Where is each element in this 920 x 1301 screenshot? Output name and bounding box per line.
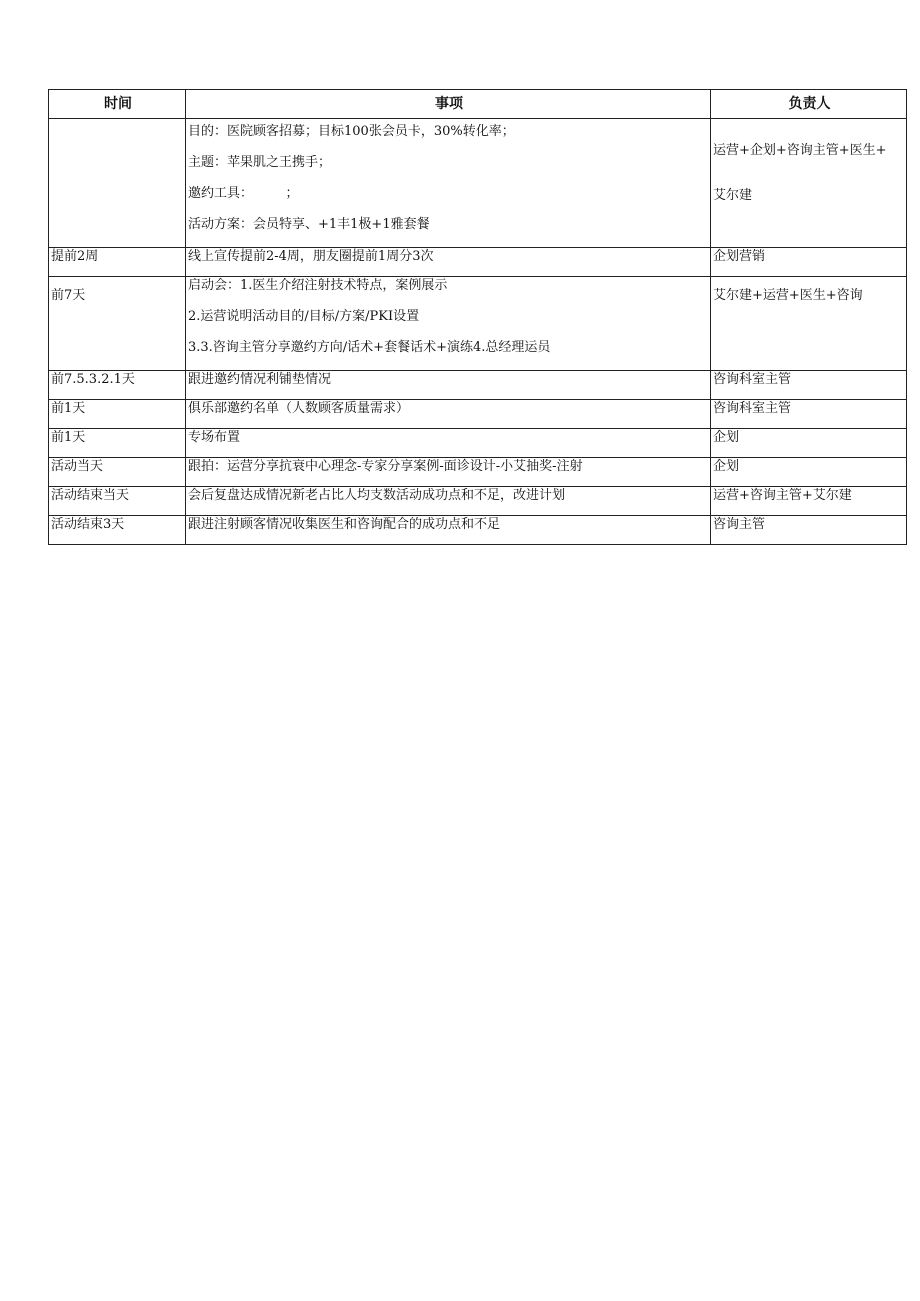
time-cell: 活动当天 [49,458,186,487]
plan-line: 活动方案：会员特享、+1丰1极+1雅套餐 [188,217,430,232]
table-row [49,119,907,248]
goal-line: 目的：医院顾客招募；目标100张会员卡，30%转化率； [188,124,515,139]
kickoff-line: 2.运营说明活动目的/目标/方案/PKI设置 [188,309,420,324]
item-cell: 专场布置 [186,429,711,458]
header-time: 时间 [49,90,186,119]
owner-cell: 运营+咨询主管+艾尔建 [711,487,907,516]
time-cell: 前1天 [49,400,186,429]
item-cell [186,277,711,371]
invite-tool-line: 邀约工具： ； [188,186,299,201]
owner-cell: 咨询科室主管 [711,400,907,429]
owner-cell: 企划 [711,429,907,458]
table-row [49,277,907,371]
item-cell: 跟进邀约情况利铺垫情况 [186,371,711,400]
table-row [49,400,907,429]
owner-cell: 艾尔建+运营+医生+咨询 [711,277,907,371]
table-row [49,516,907,545]
kickoff-line: 3.3.咨询主管分享邀约方向/话术+套餐话术+演练4.总经理运员 [188,340,551,355]
time-cell: 前1天 [49,429,186,458]
table-header-row [49,90,907,119]
owner-line: 艾尔建 [713,188,753,203]
table-row [49,371,907,400]
activity-plan-table [48,89,907,545]
item-cell: 线上宣传提前2-4周，朋友圈提前1周分3次 [186,248,711,277]
item-cell: 跟进注射顾客情况收集医生和咨询配合的成功点和不足 [186,516,711,545]
header-owner: 负责人 [711,90,907,119]
item-cell: 跟拍：运营分享抗衰中心理念-专家分享案例-面诊设计-小艾抽奖-注射 [186,458,711,487]
header-item: 事项 [186,90,711,119]
time-cell: 前7.5.3.2.1天 [49,371,186,400]
owner-cell [711,119,907,248]
item-cell: 会后复盘达成情况新老占比人均支数活动成功点和不足，改进计划 [186,487,711,516]
owner-cell: 咨询科室主管 [711,371,907,400]
item-cell: 俱乐部邀约名单（人数顾客质量需求） [186,400,711,429]
item-cell [186,119,711,248]
time-cell: 提前2周 [49,248,186,277]
time-cell: 活动结束3天 [49,516,186,545]
kickoff-line: 启动会：1.医生介绍注射技术特点，案例展示 [188,278,448,293]
table-row [49,248,907,277]
time-cell [49,119,186,248]
table-row [49,458,907,487]
time-cell: 前7天 [49,277,186,371]
owner-cell: 企划 [711,458,907,487]
time-cell: 活动结束当天 [49,487,186,516]
owner-cell: 咨询主管 [711,516,907,545]
table-row [49,487,907,516]
owner-cell: 企划营销 [711,248,907,277]
owner-line: 运营+企划+咨询主管+医生+ [713,143,887,158]
theme-line: 主题：苹果肌之王携手； [188,155,332,170]
table-row [49,429,907,458]
